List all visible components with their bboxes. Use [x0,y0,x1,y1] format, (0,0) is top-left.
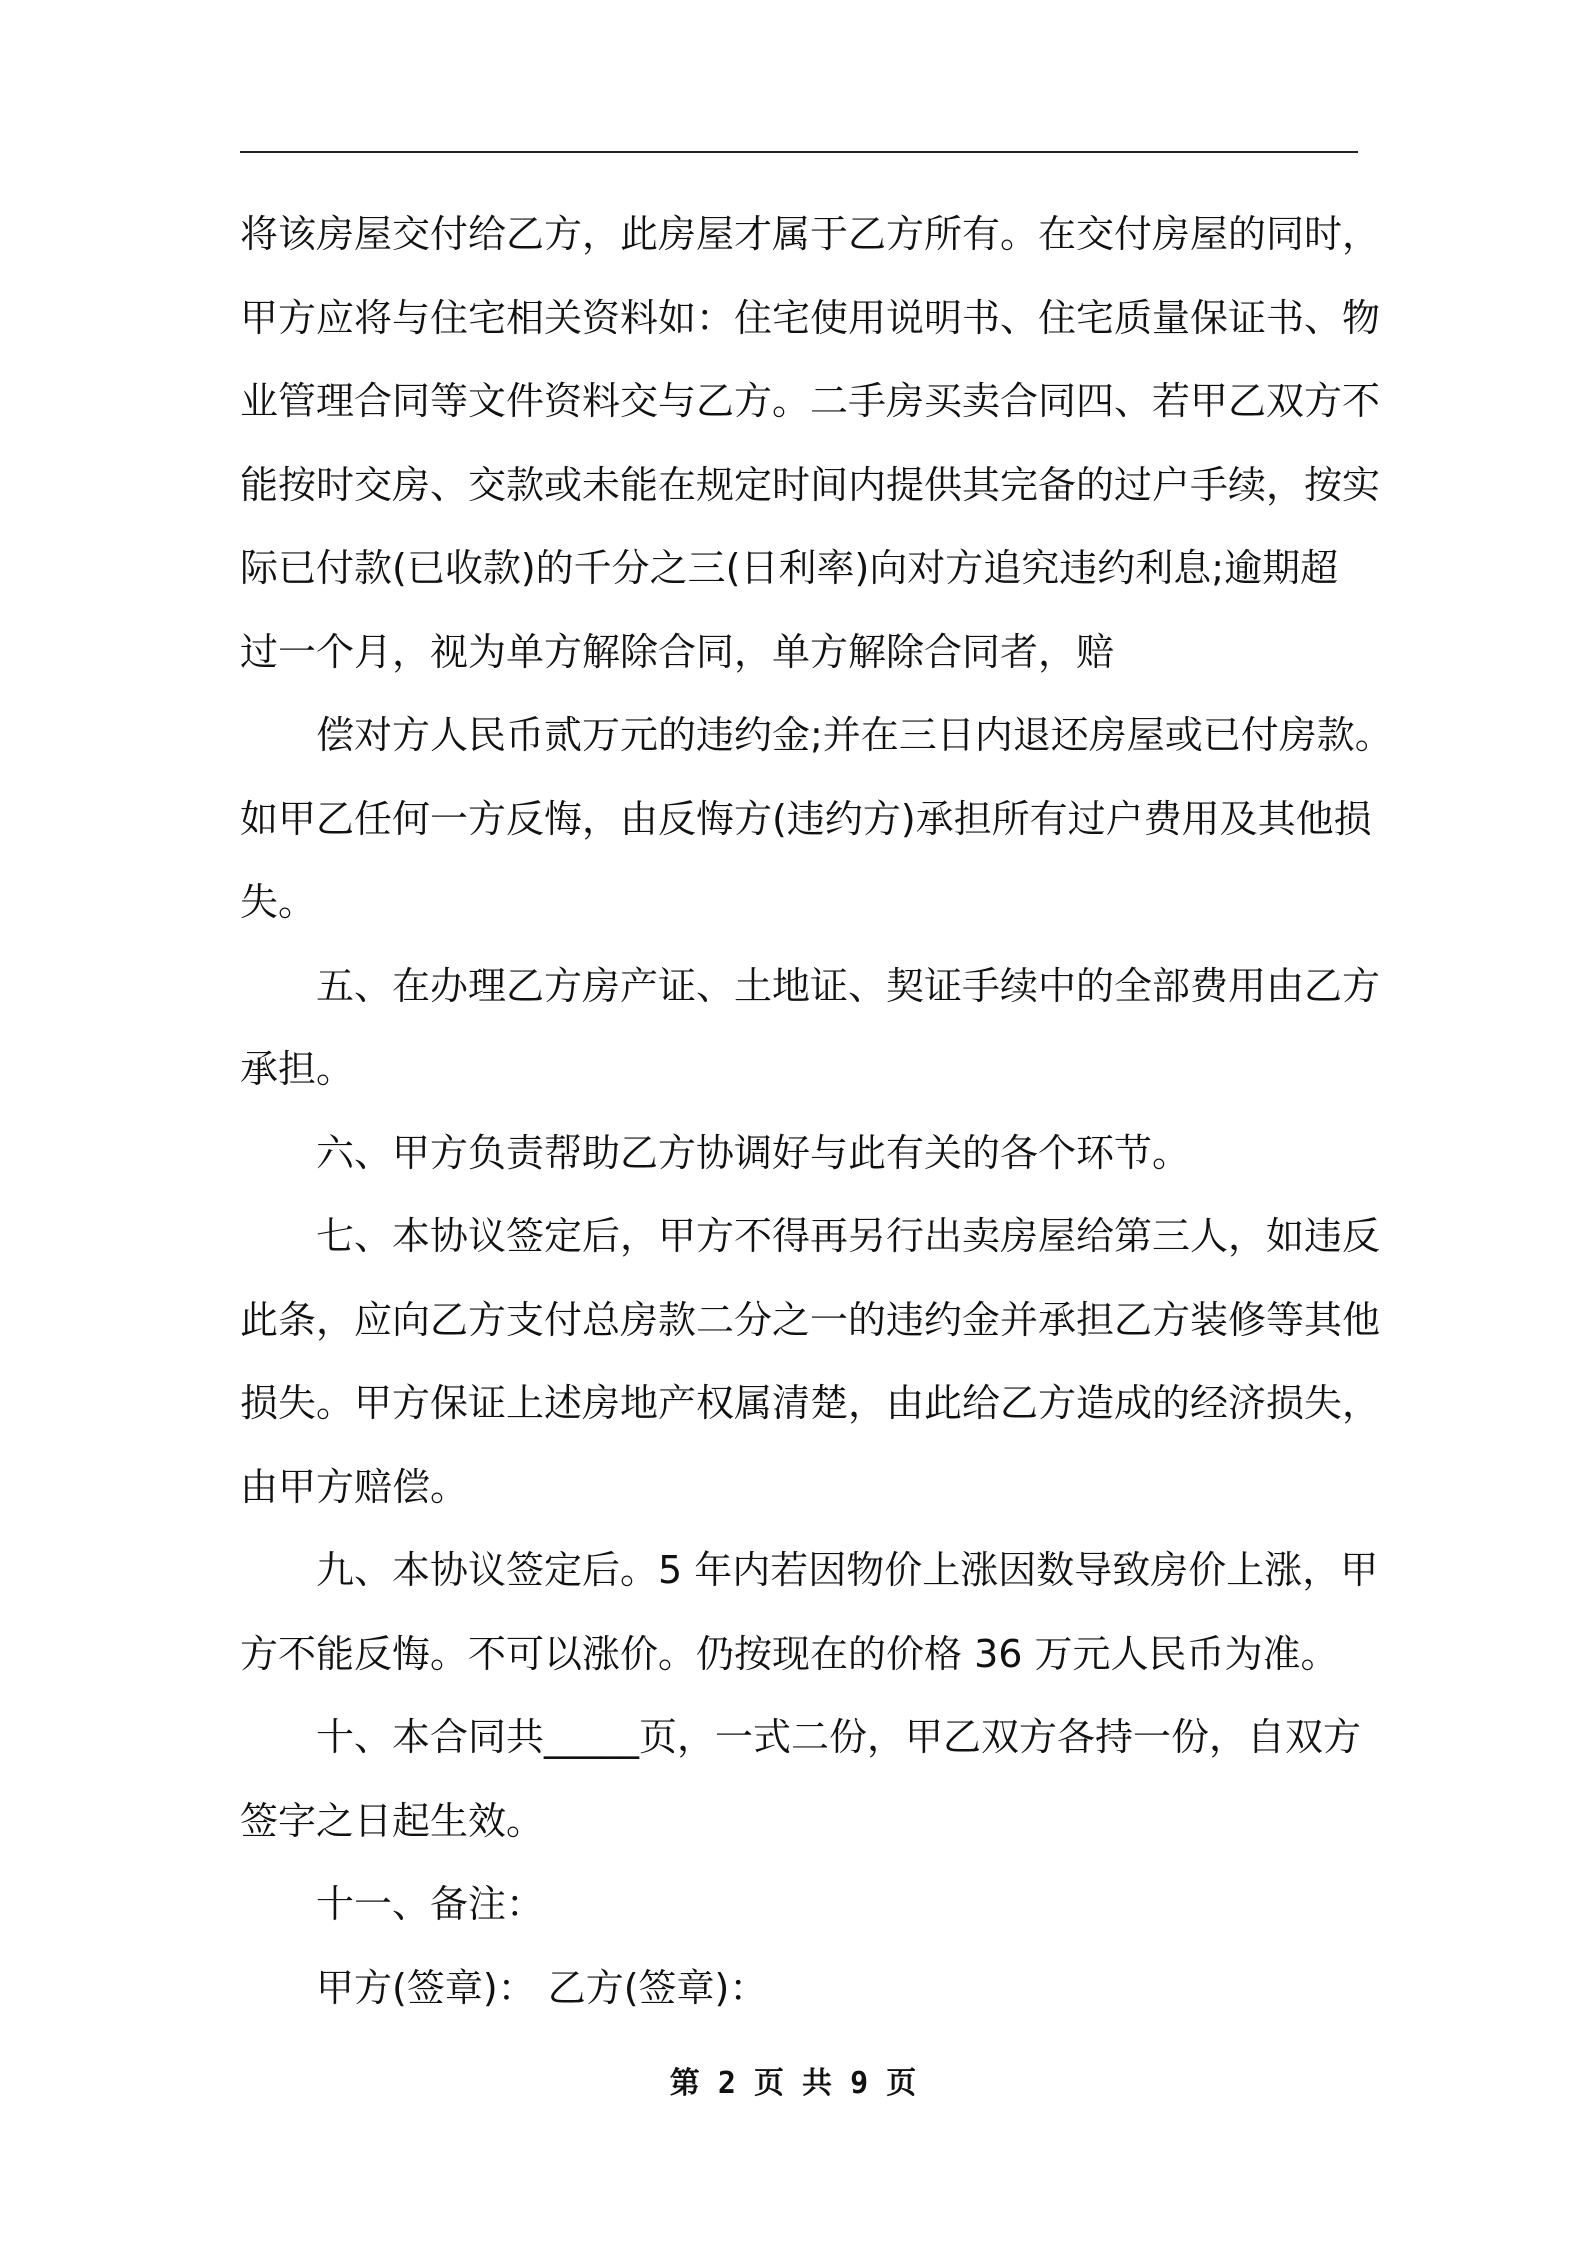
text-line: 失。 [240,880,317,924]
text-line: 方不能反悔。不可以涨价。仍按现在的价格 36 万元人民币为准。 [240,1631,1339,1676]
text-line: 由甲方赔偿。 [240,1464,469,1509]
text-line: 五、在办理乙方房产证、土地证、契证手续中的全部费用由乙方 [316,963,1381,1008]
signature-line: 甲方(签章)： 乙方(签章)： [316,1965,768,2010]
page-number: 第 2 页 共 9 页 [669,2066,917,2101]
text-line: 际已付款(已收款)的千分之三(日利率)向对方追究违约利息;逾期超 [240,546,1339,590]
text-line: 损失。甲方保证上述房地产权属清楚，由此给乙方造成的经济损失， [240,1381,1381,1425]
document-body [240,193,1393,2030]
text-line: 偿对方人民币贰万元的违约金;并在三日内退还房屋或已付房款。 [316,713,1393,757]
text-line: 业管理合同等文件资料交与乙方。二手房买卖合同四、若甲乙双方不 [240,379,1381,423]
text-line: 签字之日起生效。 [240,1798,545,1843]
text-line: 甲方应将与住宅相关资料如：住宅使用说明书、住宅质量保证书、物 [240,295,1381,340]
text-line: 六、甲方负责帮助乙方协调好与此有关的各个环节。 [316,1130,1191,1175]
text-line: 承担。 [240,1047,355,1091]
text-line: 九、本协议签定后。5 年内若因物价上涨因数导致房价上涨，甲 [316,1548,1379,1592]
text-line: 此条，应向乙方支付总房款二分之一的违约金并承担乙方装修等其他 [240,1297,1381,1342]
text-line: 十一、备注： [316,1882,545,1926]
header-divider [240,151,1358,153]
text-line: 能按时交房、交款或未能在规定时间内提供其完备的过户手续，按实 [240,462,1381,507]
text-line: 七、本协议签定后，甲方不得再另行出卖房屋给第三人，如违反 [316,1214,1381,1258]
text-line: 十、本合同共_____页，一式二份，甲乙双方各持一份，自双方 [316,1715,1362,1759]
text-line: 如甲乙任何一方反悔，由反悔方(违约方)承担所有过户费用及其他损 [240,796,1372,841]
text-line: 将该房屋交付给乙方，此房屋才属于乙方所有。在交付房屋的同时， [240,212,1381,256]
text-line: 过一个月，视为单方解除合同，单方解除合同者，赔 [240,629,1115,674]
